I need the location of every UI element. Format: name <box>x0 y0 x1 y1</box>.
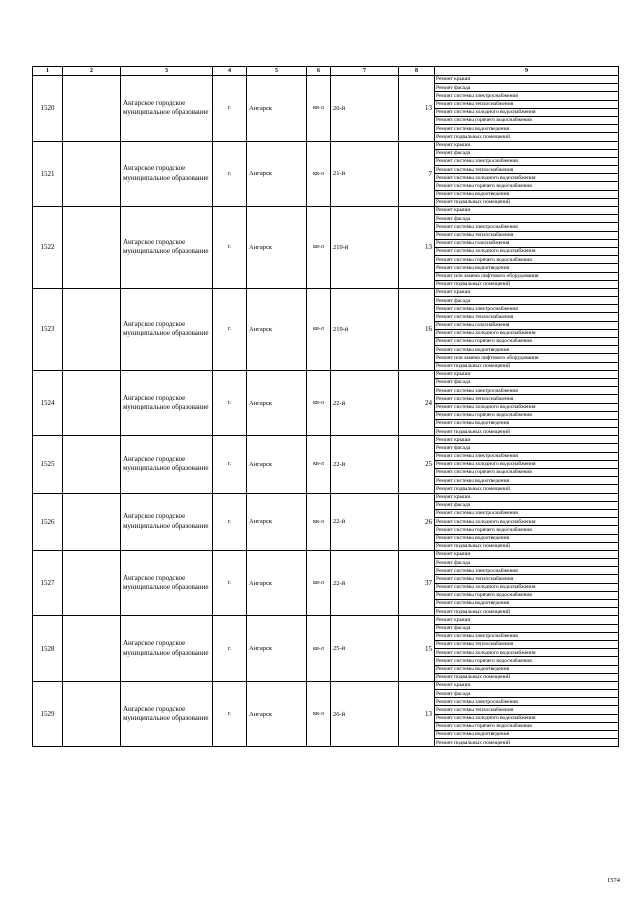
empty-cell <box>63 76 121 142</box>
repair-work-item: Ремонт системы холодного водоснабжения <box>435 108 619 116</box>
repair-work-item: Ремонт системы электроснабжения <box>435 698 619 706</box>
repair-work-item: Ремонт подвальных помещений <box>435 133 619 141</box>
repair-work-item: Ремонт системы электроснабжения <box>435 157 619 165</box>
house-number: 16 <box>399 288 435 370</box>
repair-work-item: Ремонт системы электроснабжения <box>435 632 619 640</box>
street-type: кв-л <box>307 436 331 493</box>
street-type: кв-л <box>307 141 331 207</box>
repair-work-item: Ремонт фасада <box>435 378 619 386</box>
table-row <box>33 436 619 444</box>
municipality-name: Ангарское городское муниципальное образование <box>121 141 213 207</box>
repair-work-item: Ремонт системы водоотведения <box>435 419 619 427</box>
house-number: 25 <box>399 436 435 493</box>
repair-work-item: Ремонт фасада <box>435 690 619 698</box>
table-row <box>33 207 619 215</box>
repair-work-item: Ремонт системы холодного водоснабжения <box>435 583 619 591</box>
table-row <box>33 370 619 378</box>
repair-work-item: Ремонт подвальных помещений <box>435 608 619 616</box>
repair-work-item: Ремонт крыши <box>435 493 619 501</box>
repair-work-item: Ремонт системы электроснабжения <box>435 305 619 313</box>
street-type: кв-л <box>307 288 331 370</box>
repair-work-item: Ремонт системы горячего водоснабжения <box>435 469 619 477</box>
street-name: 22-й <box>331 436 399 493</box>
repair-work-item: Ремонт фасада <box>435 215 619 223</box>
house-number: 13 <box>399 681 435 747</box>
city-name: Ангарск <box>247 288 307 370</box>
repair-work-item: Ремонт подвальных помещений <box>435 485 619 493</box>
house-number: 37 <box>399 550 435 616</box>
record-number: 1525 <box>33 436 63 493</box>
repair-work-item: Ремонт подвальных помещений <box>435 542 619 550</box>
repair-work-item: Ремонт крыши <box>435 76 619 84</box>
table-row <box>33 493 619 501</box>
municipality-name: Ангарское городское муниципальное образование <box>121 76 213 142</box>
repair-work-item: Ремонт системы водоотведения <box>435 190 619 198</box>
settlement-type: г. <box>213 493 247 550</box>
street-type: кв-л <box>307 493 331 550</box>
house-number: 26 <box>399 493 435 550</box>
repair-work-item: Ремонт системы холодного водоснабжения <box>435 649 619 657</box>
repair-work-item: Ремонт фасада <box>435 444 619 452</box>
repair-work-item: Ремонт фасада <box>435 84 619 92</box>
repair-work-item: Ремонт системы теплоснабжения <box>435 166 619 174</box>
repair-work-item: Ремонт системы газоснабжения <box>435 321 619 329</box>
repair-work-item: Ремонт системы теплоснабжения <box>435 640 619 648</box>
repair-work-item: Ремонт системы водоотведения <box>435 477 619 485</box>
table-row <box>33 288 619 296</box>
city-name: Ангарск <box>247 370 307 436</box>
repair-work-item: Ремонт системы горячего водоснабжения <box>435 411 619 419</box>
empty-cell <box>63 370 121 436</box>
repair-work-item: Ремонт крыши <box>435 288 619 296</box>
repair-work-item: Ремонт или замена лифтового оборудования <box>435 354 619 362</box>
city-name: Ангарск <box>247 207 307 289</box>
city-name: Ангарск <box>247 616 307 682</box>
street-type: кв-л <box>307 76 331 142</box>
city-name: Ангарск <box>247 681 307 747</box>
repair-work-item: Ремонт крыши <box>435 436 619 444</box>
table-row <box>33 616 619 624</box>
table-row <box>33 76 619 84</box>
repair-work-item: Ремонт крыши <box>435 207 619 215</box>
repair-work-item: Ремонт системы горячего водоснабжения <box>435 722 619 730</box>
repair-work-item: Ремонт системы электроснабжения <box>435 452 619 460</box>
empty-cell <box>63 141 121 207</box>
repair-work-item: Ремонт системы электроснабжения <box>435 92 619 100</box>
repair-work-item: Ремонт системы теплоснабжения <box>435 395 619 403</box>
repair-work-item: Ремонт крыши <box>435 141 619 149</box>
repair-work-item: Ремонт системы водоотведения <box>435 346 619 354</box>
street-type: кв-л <box>307 550 331 616</box>
repair-work-item: Ремонт подвальных помещений <box>435 280 619 288</box>
street-name: 25-й <box>331 616 399 682</box>
municipality-name: Ангарское городское муниципальное образование <box>121 616 213 682</box>
city-name: Ангарск <box>247 141 307 207</box>
city-name: Ангарск <box>247 493 307 550</box>
street-name: 26-й <box>331 681 399 747</box>
repair-work-item: Ремонт системы водоотведения <box>435 731 619 739</box>
repair-work-item: Ремонт крыши <box>435 681 619 689</box>
repair-work-item: Ремонт или замена лифтового оборудования <box>435 272 619 280</box>
repair-work-item: Ремонт системы холодного водоснабжения <box>435 329 619 337</box>
empty-cell <box>63 493 121 550</box>
page-number: 1574 <box>607 877 620 884</box>
repair-work-item: Ремонт системы электроснабжения <box>435 509 619 517</box>
municipality-name: Ангарское городское муниципальное образование <box>121 207 213 289</box>
settlement-type: г. <box>213 76 247 142</box>
settlement-type: г. <box>213 370 247 436</box>
repair-work-item: Ремонт подвальных помещений <box>435 673 619 681</box>
repair-work-item: Ремонт системы холодного водоснабжения <box>435 714 619 722</box>
settlement-type: г. <box>213 436 247 493</box>
repair-work-item: Ремонт системы горячего водоснабжения <box>435 526 619 534</box>
repair-work-item: Ремонт подвальных помещений <box>435 428 619 436</box>
repair-program-table <box>32 66 619 747</box>
repair-work-item: Ремонт системы водоотведения <box>435 125 619 133</box>
record-number: 1527 <box>33 550 63 616</box>
house-number: 15 <box>399 616 435 682</box>
house-number: 13 <box>399 76 435 142</box>
settlement-type: г. <box>213 288 247 370</box>
settlement-type: г. <box>213 616 247 682</box>
municipality-name: Ангарское городское муниципальное образование <box>121 550 213 616</box>
repair-work-item: Ремонт подвальных помещений <box>435 198 619 206</box>
municipality-name: Ангарское городское муниципальное образование <box>121 436 213 493</box>
settlement-type: г. <box>213 207 247 289</box>
column-header-7: 7 <box>331 67 399 76</box>
repair-work-item: Ремонт системы холодного водоснабжения <box>435 460 619 468</box>
repair-work-item: Ремонт системы теплоснабжения <box>435 231 619 239</box>
column-header-1: 1 <box>33 67 63 76</box>
empty-cell <box>63 436 121 493</box>
column-header-9: 9 <box>435 67 619 76</box>
repair-work-item: Ремонт крыши <box>435 550 619 558</box>
repair-work-item: Ремонт системы горячего водоснабжения <box>435 256 619 264</box>
column-number-header-row <box>33 67 619 76</box>
settlement-type: г. <box>213 141 247 207</box>
record-number: 1526 <box>33 493 63 550</box>
table-row <box>33 681 619 689</box>
repair-work-item: Ремонт системы водоотведения <box>435 534 619 542</box>
repair-work-item: Ремонт системы горячего водоснабжения <box>435 591 619 599</box>
city-name: Ангарск <box>247 550 307 616</box>
street-type: кв-л <box>307 616 331 682</box>
municipality-name: Ангарское городское муниципальное образование <box>121 681 213 747</box>
record-number: 1528 <box>33 616 63 682</box>
repair-work-item: Ремонт системы электроснабжения <box>435 223 619 231</box>
house-number: 24 <box>399 370 435 436</box>
city-name: Ангарск <box>247 436 307 493</box>
repair-work-item: Ремонт фасада <box>435 501 619 509</box>
street-name: 22-й <box>331 493 399 550</box>
empty-cell <box>63 550 121 616</box>
column-header-6: 6 <box>307 67 331 76</box>
record-number: 1522 <box>33 207 63 289</box>
repair-work-item: Ремонт системы газоснабжения <box>435 239 619 247</box>
repair-work-item: Ремонт системы холодного водоснабжения <box>435 403 619 411</box>
street-name: 219-й <box>331 288 399 370</box>
repair-work-item: Ремонт системы горячего водоснабжения <box>435 338 619 346</box>
settlement-type: г. <box>213 681 247 747</box>
repair-work-item: Ремонт системы горячего водоснабжения <box>435 657 619 665</box>
repair-work-item: Ремонт системы холодного водоснабжения <box>435 518 619 526</box>
repair-work-item: Ремонт системы горячего водоснабжения <box>435 116 619 124</box>
street-type: кв-л <box>307 681 331 747</box>
repair-work-item: Ремонт системы теплоснабжения <box>435 313 619 321</box>
repair-work-item: Ремонт системы холодного водоснабжения <box>435 174 619 182</box>
settlement-type: г. <box>213 550 247 616</box>
record-number: 1521 <box>33 141 63 207</box>
city-name: Ангарск <box>247 76 307 142</box>
repair-work-item: Ремонт фасада <box>435 624 619 632</box>
record-number: 1529 <box>33 681 63 747</box>
record-number: 1524 <box>33 370 63 436</box>
street-type: кв-л <box>307 370 331 436</box>
column-header-8: 8 <box>399 67 435 76</box>
repair-work-item: Ремонт системы электроснабжения <box>435 387 619 395</box>
column-header-4: 4 <box>213 67 247 76</box>
table-row <box>33 550 619 558</box>
street-name: 22-й <box>331 370 399 436</box>
street-name: 22-й <box>331 550 399 616</box>
column-header-5: 5 <box>247 67 307 76</box>
repair-work-item: Ремонт системы водоотведения <box>435 665 619 673</box>
record-number: 1523 <box>33 288 63 370</box>
repair-work-item: Ремонт фасада <box>435 149 619 157</box>
column-header-3: 3 <box>121 67 213 76</box>
repair-work-item: Ремонт подвальных помещений <box>435 739 619 747</box>
house-number: 7 <box>399 141 435 207</box>
municipality-name: Ангарское городское муниципальное образование <box>121 288 213 370</box>
column-header-2: 2 <box>63 67 121 76</box>
street-name: 219-й <box>331 207 399 289</box>
municipality-name: Ангарское городское муниципальное образование <box>121 493 213 550</box>
repair-work-item: Ремонт крыши <box>435 616 619 624</box>
repair-work-item: Ремонт фасада <box>435 559 619 567</box>
empty-cell <box>63 207 121 289</box>
empty-cell <box>63 288 121 370</box>
repair-work-item: Ремонт системы горячего водоснабжения <box>435 182 619 190</box>
table-body <box>33 76 619 747</box>
repair-work-item: Ремонт фасада <box>435 297 619 305</box>
empty-cell <box>63 616 121 682</box>
repair-work-item: Ремонт системы водоотведения <box>435 600 619 608</box>
repair-work-item: Ремонт системы холодного водоснабжения <box>435 247 619 255</box>
street-name: 21-й <box>331 141 399 207</box>
table-row <box>33 141 619 149</box>
empty-cell <box>63 681 121 747</box>
repair-work-item: Ремонт системы теплоснабжения <box>435 100 619 108</box>
repair-work-item: Ремонт подвальных помещений <box>435 362 619 370</box>
street-name: 20-й <box>331 76 399 142</box>
house-number: 13 <box>399 207 435 289</box>
repair-work-item: Ремонт крыши <box>435 370 619 378</box>
repair-work-item: Ремонт системы теплоснабжения <box>435 706 619 714</box>
record-number: 1520 <box>33 76 63 142</box>
street-type: кв-л <box>307 207 331 289</box>
repair-work-item: Ремонт системы водоотведения <box>435 264 619 272</box>
repair-work-item: Ремонт системы теплоснабжения <box>435 575 619 583</box>
municipality-name: Ангарское городское муниципальное образование <box>121 370 213 436</box>
repair-work-item: Ремонт системы электроснабжения <box>435 567 619 575</box>
